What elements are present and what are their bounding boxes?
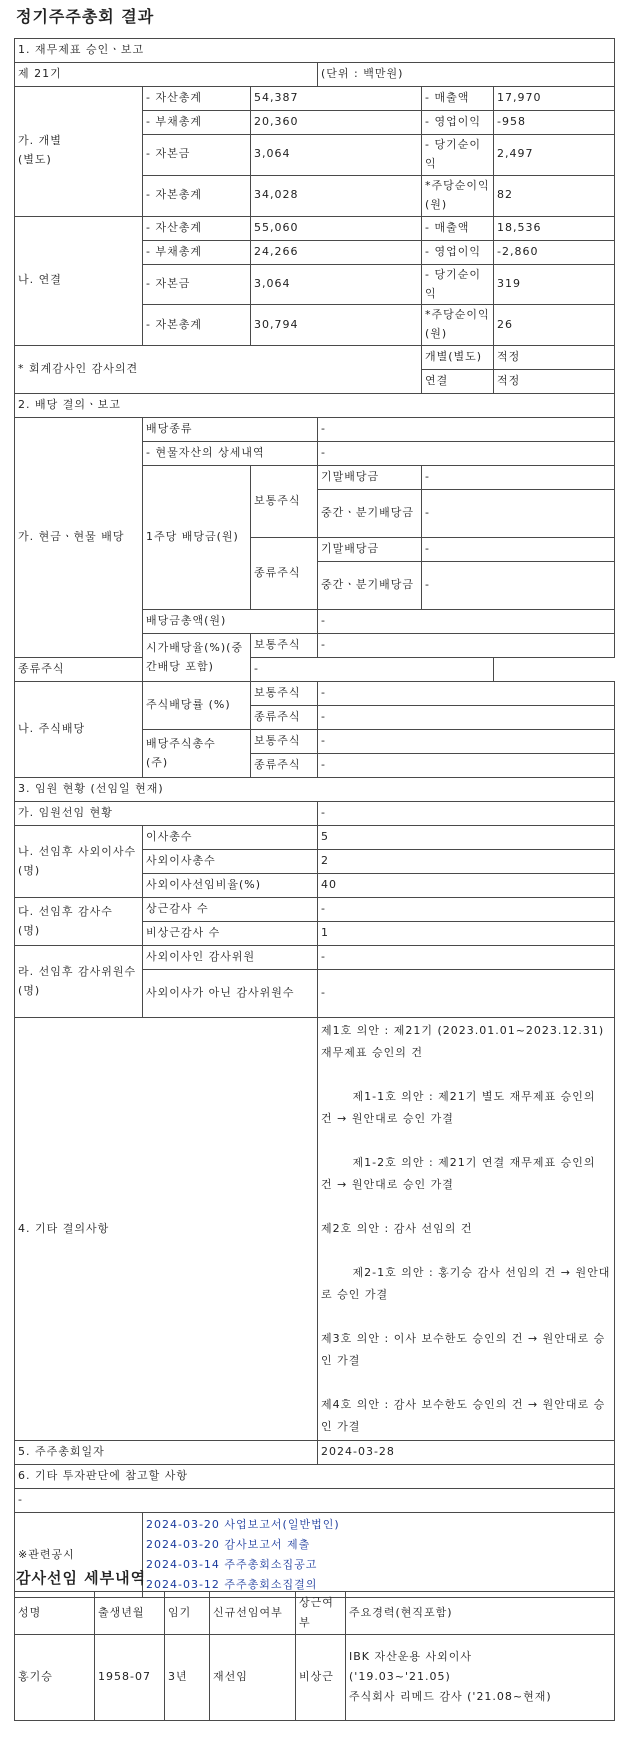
share-class: 종류주식 — [15, 658, 143, 682]
stock-dividend-rate-label: 주식배당률 (%) — [143, 682, 251, 730]
column-header: 신규선임여부 — [210, 1592, 296, 1635]
financial-key: - 당기순이익 — [422, 135, 494, 176]
table-row — [15, 216, 615, 240]
cash-dividend-label: 가. 현금ㆍ현물 배당 — [15, 418, 143, 658]
officer-key: 사외이사인 감사위원 — [143, 946, 318, 970]
financial-key: - 매출액 — [422, 216, 494, 240]
financial-value: 18,536 — [494, 216, 615, 240]
share-class: 보통주식 — [251, 730, 318, 754]
related-disclosure-link[interactable]: 2024-03-20 감사보고서 제출 — [146, 1538, 311, 1552]
column-header: 출생년월 — [95, 1592, 165, 1635]
share-class: 종류주식 — [251, 538, 318, 610]
dividend-value: - — [251, 658, 494, 682]
officer-value: - — [318, 898, 615, 922]
dividend-yield-label: 시가배당율(%)(중간배당 포함) — [143, 634, 251, 682]
table-row — [15, 1489, 615, 1513]
audit-opinion-key: 개별(별도) — [422, 346, 494, 370]
table-cell: 비상근 — [296, 1634, 346, 1720]
financial-value: 17,970 — [494, 87, 615, 111]
section-header: 1. 재무제표 승인ㆍ보고 — [15, 39, 615, 63]
auditor-count-label: 다. 선임후 감사수 (명) — [15, 898, 143, 946]
financial-key: - 영업이익 — [422, 240, 494, 264]
dividend-value: - — [318, 610, 615, 634]
period-row — [15, 63, 615, 87]
column-header: 상근여부 — [296, 1592, 346, 1635]
dividend-value: - — [318, 634, 615, 658]
officer-key: 비상근감사 수 — [143, 922, 318, 946]
financial-key: - 자산총계 — [143, 216, 251, 240]
financial-key: *주당순이익(원) — [422, 305, 494, 346]
dividend-value: - — [318, 442, 615, 466]
period-label: 제 21기 — [15, 63, 318, 87]
section-header: 2. 배당 결의ㆍ보고 — [15, 394, 615, 418]
other-resolutions-label: 4. 기타 결의사항 — [15, 1018, 318, 1441]
unit-label: (단위 : 백만원) — [318, 63, 615, 87]
officer-key: 이사총수 — [143, 826, 318, 850]
financial-value: 3,064 — [251, 264, 422, 305]
table-cell: IBK 자산운용 사외이사 ('19.03~'21.05) 주식회사 리메드 감사 ('21.08~현재) — [346, 1634, 615, 1720]
table-cell: 재선임 — [210, 1634, 296, 1720]
financial-value: 24,266 — [251, 240, 422, 264]
dividend-value: - — [318, 730, 615, 754]
audit-opinion-label: * 회계감사인 감사의견 — [15, 346, 422, 394]
financial-key: - 부채총계 — [143, 111, 251, 135]
financial-key: *주당순이익(원) — [422, 175, 494, 216]
audit-committee-count-label: 라. 선임후 감사위원수(명) — [15, 946, 143, 1018]
audit-opinion-key: 연결 — [422, 370, 494, 394]
financial-value: 82 — [494, 175, 615, 216]
officer-value: 2 — [318, 850, 615, 874]
page-title: 정기주주총회 결과 — [16, 7, 155, 26]
section-header: 3. 임원 현황 (선임일 현재) — [15, 778, 615, 802]
shareholder-meeting-results-table — [14, 38, 615, 1598]
separate-label: 가. 개별 (별도) — [15, 87, 143, 217]
related-disclosure-link[interactable]: 2024-03-14 주주총회소집공고 — [146, 1558, 318, 1572]
table-row — [15, 346, 615, 370]
share-class: 종류주식 — [251, 706, 318, 730]
table-row — [15, 87, 615, 111]
section2-header-row — [15, 394, 615, 418]
table-row — [15, 658, 615, 682]
officer-appointment-label: 가. 임원선임 현황 — [15, 802, 318, 826]
dividend-value: - — [422, 562, 615, 610]
table-row — [15, 802, 615, 826]
financial-key: - 부채총계 — [143, 240, 251, 264]
stock-dividend-label: 나. 주식배당 — [15, 682, 143, 778]
financial-value: 319 — [494, 264, 615, 305]
dividend-key: 기말배당금 — [318, 466, 422, 490]
financial-value: 20,360 — [251, 111, 422, 135]
section1-header-row — [15, 39, 615, 63]
financial-value: 34,028 — [251, 175, 422, 216]
table-row — [15, 826, 615, 850]
financial-value: 55,060 — [251, 216, 422, 240]
share-class: 보통주식 — [251, 634, 318, 658]
outside-director-count-label: 나. 선임후 사외이사수(명) — [15, 826, 143, 898]
financial-key: - 당기순이익 — [422, 264, 494, 305]
related-disclosures-list — [143, 1513, 615, 1598]
financial-key: - 자본금 — [143, 135, 251, 176]
financial-value: 30,794 — [251, 305, 422, 346]
meeting-date-value: 2024-03-28 — [318, 1441, 615, 1465]
dividend-value: - — [422, 538, 615, 562]
officer-value: 40 — [318, 874, 615, 898]
related-disclosure-link[interactable]: 2024-03-12 주주총회소집결의 — [146, 1578, 318, 1592]
financial-key: - 자본금 — [143, 264, 251, 305]
consolidated-label: 나. 연결 — [15, 216, 143, 346]
table-row — [15, 418, 615, 442]
stock-dividend-total-label: 배당주식총수 (주) — [143, 730, 251, 778]
officer-key: 사외이사가 아닌 감사위원수 — [143, 970, 318, 1018]
other-resolutions-text: 제1호 의안 : 제21기 (2023.01.01~2023.12.31)재무제표 승인의 건 제1-1호 의안 : 제21기 별도 재무제표 승인의 건 → 원안대로 승인 가결 제1-2호 의안 : 제21기 연결 재무제표 승인의 건 → 원안대로 승인 가결 제2호 의안 : 감사 선임의 건 제2-1호 의안 : 홍기승 감사 선임의 건 → 원안대로 승인 가결 제3호 의안 : 이사 보수한도 승인의 건 → 원안대로 승인 가결 제4호 의안 : 감사 보수한도 승인의 건 → 원안대로 승인 가결 — [318, 1018, 615, 1441]
financial-key: - 자본총계 — [143, 175, 251, 216]
dividend-key: 배당종류 — [143, 418, 318, 442]
officer-key: 사외이사총수 — [143, 850, 318, 874]
officer-appointment-value: - — [318, 802, 615, 826]
dividend-value: - — [318, 706, 615, 730]
financial-key: - 영업이익 — [422, 111, 494, 135]
column-header: 성명 — [15, 1592, 95, 1635]
column-header: 주요경력(현직포함) — [346, 1592, 615, 1635]
table-cell: 3년 — [165, 1634, 210, 1720]
table-cell: 홍기승 — [15, 1634, 95, 1720]
dividend-key: 중간ㆍ분기배당금 — [318, 490, 422, 538]
officer-value: 1 — [318, 922, 615, 946]
investment-reference-value: - — [15, 1489, 615, 1513]
financial-value: 26 — [494, 305, 615, 346]
financial-key: - 자산총계 — [143, 87, 251, 111]
table-row — [15, 1018, 615, 1441]
column-header: 임기 — [165, 1592, 210, 1635]
audit-opinion-value: 적정 — [494, 370, 615, 394]
dividend-value: - — [422, 490, 615, 538]
financial-value: 54,387 — [251, 87, 422, 111]
dividend-value: - — [422, 466, 615, 490]
financial-value: 3,064 — [251, 135, 422, 176]
dividend-value: - — [318, 418, 615, 442]
table-header-row — [15, 1592, 615, 1635]
share-class: 보통주식 — [251, 682, 318, 706]
share-class: 보통주식 — [251, 466, 318, 538]
auditor-appointment-table — [14, 1591, 615, 1721]
officer-value: - — [318, 946, 615, 970]
dividend-key: 중간ㆍ분기배당금 — [318, 562, 422, 610]
officer-key: 사외이사선임비율(%) — [143, 874, 318, 898]
financial-value: 2,497 — [494, 135, 615, 176]
table-row — [15, 946, 615, 970]
financial-key: - 매출액 — [422, 87, 494, 111]
audit-detail-title: 감사선임 세부내역 — [16, 1569, 147, 1587]
dividend-key: - 현물자산의 상세내역 — [143, 442, 318, 466]
related-disclosures-label: ※관련공시 — [15, 1513, 143, 1598]
financial-value: -958 — [494, 111, 615, 135]
dividend-key: 기말배당금 — [318, 538, 422, 562]
financial-key: - 자본총계 — [143, 305, 251, 346]
officer-value: - — [318, 970, 615, 1018]
table-row — [15, 1441, 615, 1465]
officer-key: 상근감사 수 — [143, 898, 318, 922]
per-share-dividend-label: 1주당 배당금(원) — [143, 466, 251, 610]
dividend-value: - — [318, 754, 615, 778]
financial-value: -2,860 — [494, 240, 615, 264]
table-row — [15, 682, 615, 706]
section-header: 6. 기타 투자판단에 참고할 사항 — [15, 1465, 615, 1489]
table-cell: 1958-07 — [95, 1634, 165, 1720]
dividend-value: - — [318, 682, 615, 706]
share-class: 종류주식 — [251, 754, 318, 778]
section3-header-row — [15, 778, 615, 802]
meeting-date-label: 5. 주주총회일자 — [15, 1441, 318, 1465]
table-row — [15, 898, 615, 922]
related-disclosure-link[interactable]: 2024-03-20 사업보고서(일반법인) — [146, 1518, 340, 1532]
table-row — [15, 1465, 615, 1489]
officer-value: 5 — [318, 826, 615, 850]
dividend-key: 배당금총액(원) — [143, 610, 318, 634]
table-row — [15, 1634, 615, 1720]
audit-opinion-value: 적정 — [494, 346, 615, 370]
